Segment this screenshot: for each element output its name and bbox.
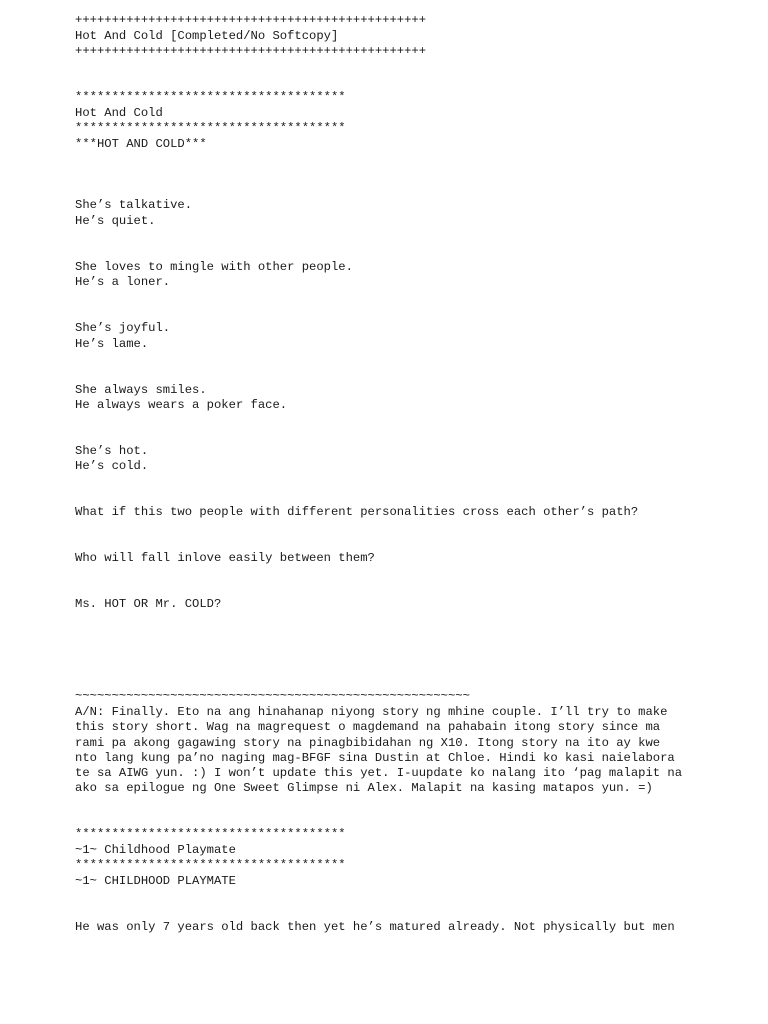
author-note-line: nto lang kung pa’no naging mag-BFGF sina Dustin at Chloe. Hindi ko kasi naielabora	[75, 751, 675, 765]
section-divider: *************************************	[75, 90, 346, 104]
author-note-line: ako sa epilogue ng One Sweet Glimpse ni Alex. Malapit na kasing matapos yun. =)	[75, 781, 653, 795]
author-note-divider: ~~~~~~~~~~~~~~~~~~~~~~~~~~~~~~~~~~~~~~~~~~~~~~~~~~~~~~	[75, 689, 470, 703]
text-line: She’s hot.	[75, 444, 149, 458]
author-note-line: rami pa akong gagawing story na pinagbibidahan ng X10. Itong story na ito ay kwe	[75, 736, 661, 750]
text-line: He’s lame.	[75, 337, 149, 351]
author-note-line: this story short. Wag na magrequest o magdemand na pahabain itong story since ma	[75, 720, 661, 734]
text-line: He’s a loner.	[75, 275, 171, 289]
text-line: What if this two people with different personalities cross each other’s path?	[75, 505, 639, 519]
text-line: She’s joyful.	[75, 321, 171, 335]
document-title: Hot And Cold [Completed/No Softcopy]	[75, 29, 339, 43]
text-line: He’s cold.	[75, 459, 149, 473]
text-line: Who will fall inlove easily between them?	[75, 551, 375, 565]
text-line: She’s talkative.	[75, 198, 193, 212]
author-note-line: te sa AIWG yun. :) I won’t update this yet. I-uupdate ko nalang ito ‘pag malapit na	[75, 766, 683, 780]
section-divider: *************************************	[75, 121, 346, 135]
header-divider-bottom: ++++++++++++++++++++++++++++++++++++++++++++++++	[75, 44, 427, 58]
text-line: Ms. HOT OR Mr. COLD?	[75, 597, 222, 611]
text-line: He was only 7 years old back then yet he’s matured already. Not physically but men	[75, 920, 675, 934]
text-line: He always wears a poker face.	[75, 398, 288, 412]
text-line: She always smiles.	[75, 383, 207, 397]
chapter-title: ~1~ Childhood Playmate	[75, 843, 236, 857]
chapter-divider: *************************************	[75, 858, 346, 872]
chapter-heading: ~1~ CHILDHOOD PLAYMATE	[75, 874, 236, 888]
section-title: Hot And Cold	[75, 106, 163, 120]
text-line: She loves to mingle with other people.	[75, 260, 353, 274]
section-heading: ***HOT AND COLD***	[75, 137, 207, 151]
text-line: He’s quiet.	[75, 214, 156, 228]
header-divider-top: ++++++++++++++++++++++++++++++++++++++++++++++++	[75, 13, 427, 27]
author-note-line: A/N: Finally. Eto na ang hinahanap niyong story ng mhine couple. I’ll try to make	[75, 705, 668, 719]
chapter-divider: *************************************	[75, 827, 346, 841]
